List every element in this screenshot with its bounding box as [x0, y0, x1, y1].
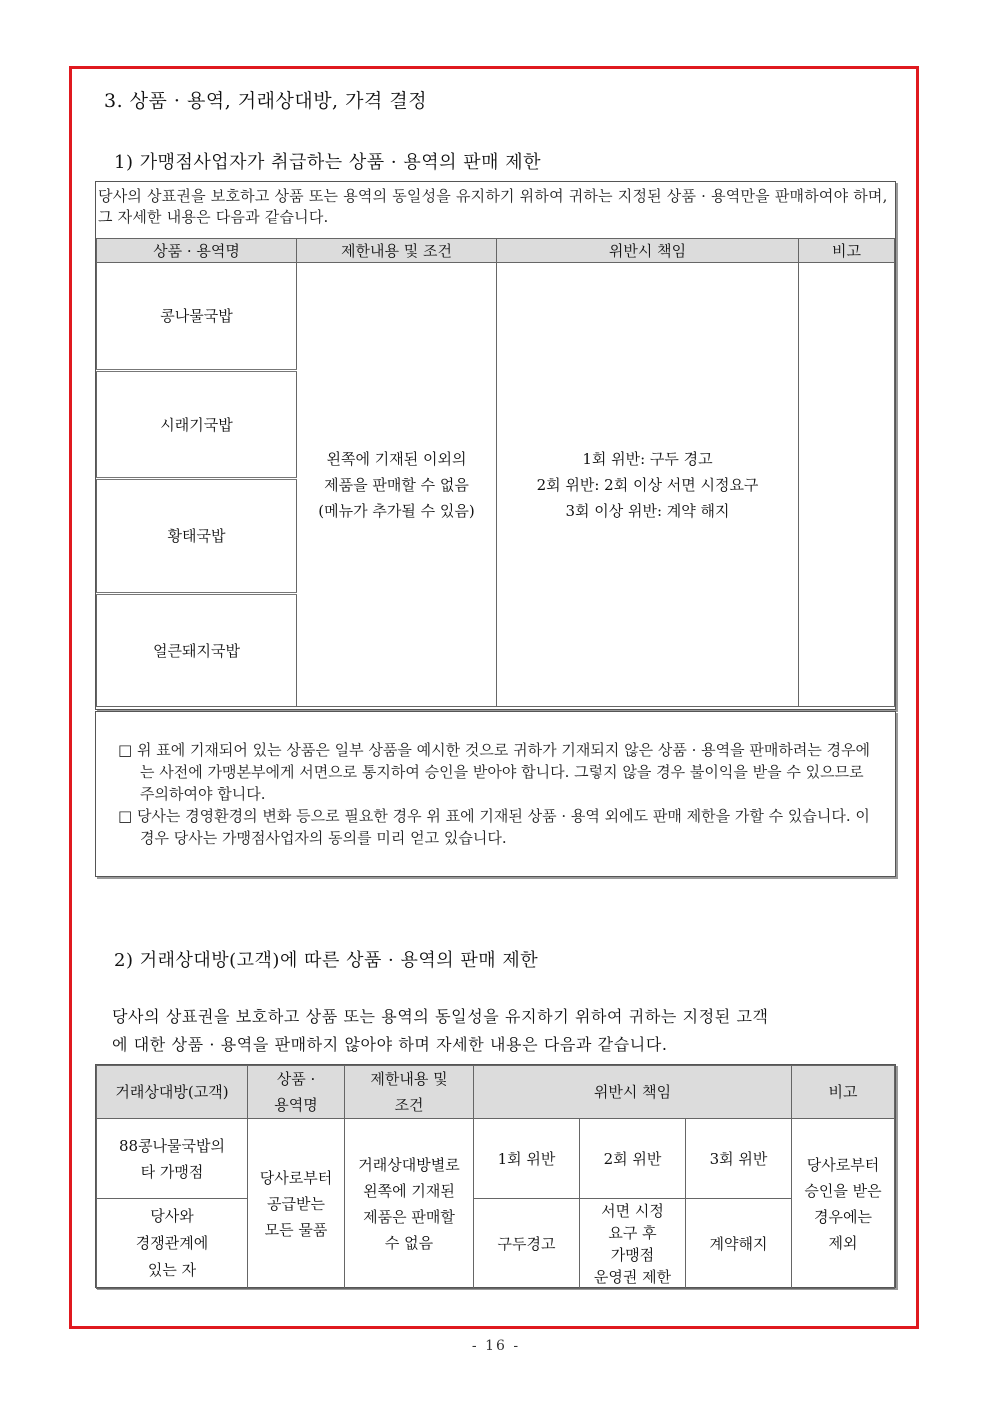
restriction-line: 수 없음: [384, 1233, 434, 1252]
subsection-2-intro: [112, 1003, 872, 1059]
subsection-2-title: 2) 거래상대방(고객)에 따른 상품 · 용역의 판매 제한: [114, 950, 539, 971]
product-cell: 콩나물국밥: [97, 263, 297, 371]
subsection-1-title: 1) 가맹점사업자가 취급하는 상품 · 용역의 판매 제한: [114, 152, 542, 173]
remark-line: 당사로부터: [806, 1155, 880, 1174]
liability-line: 2회 위반: 2회 이상 서면 시정요구: [536, 475, 759, 494]
header-liability: 위반시 책임: [474, 1066, 792, 1119]
header-product-name: 상품 · 용역명: [97, 239, 297, 263]
header-product: [248, 1066, 345, 1119]
restriction-line: (메뉴가 추가될 수 있음): [318, 501, 475, 520]
header-restriction-line: 제한내용 및: [370, 1070, 448, 1088]
table-row: [97, 263, 895, 371]
restriction-line: 거래상대방별로: [358, 1155, 460, 1174]
header-restriction-line: 조건: [394, 1096, 424, 1114]
counterparty-line: 있는 자: [147, 1261, 197, 1279]
header-remark: 비고: [792, 1066, 895, 1119]
note-item: □ 당사는 경영환경의 변화 등으로 필요한 경우 위 표에 기재된 상품 · 용역 외에도 판매 제한을 가할 수 있습니다. 이 경우 당사는 가맹점사업자의 동의를 미리 얻고 있습니다.: [118, 807, 870, 847]
restriction-cell: [345, 1119, 474, 1289]
header-remark: 비고: [799, 239, 895, 263]
product-cell: [248, 1119, 345, 1289]
penalty-second-line: 서면 시정: [601, 1201, 664, 1220]
product-cell: 얼큰돼지국밥: [97, 594, 297, 707]
intro-line: 에 대한 상품 · 용역을 판매하지 않아야 하며 자세한 내용은 다음과 같습니다.: [112, 1035, 668, 1054]
product-line: 공급받는: [267, 1194, 325, 1213]
header-product-line: 용역명: [274, 1096, 318, 1114]
restriction-line: 제품은 판매할: [363, 1207, 455, 1226]
remark-line: 경우에는: [814, 1207, 873, 1226]
counterparty-line: 88콩나물국밥의: [118, 1136, 226, 1155]
note-item: □ 위 표에 기재되어 있는 상품은 일부 상품을 예시한 것으로 귀하가 기재되지 않은 상품 · 용역을 판매하려는 경우에는 사전에 가맹본부에게 서면으로 통지하여 승인을 받아야 합니다. 그렇지 않을 경우 불이익을 받을 수 있으므로 주의하여야 합니다.: [118, 741, 871, 803]
product-line: 모든 물품: [264, 1220, 328, 1239]
product-cell: 시래기국밥: [97, 371, 297, 479]
restriction-line: 제품을 판매할 수 없음: [324, 475, 469, 494]
header-counterparty: 거래상대방(고객): [97, 1066, 248, 1119]
penalty-second-line: 요구 후: [608, 1223, 657, 1242]
table-header-row: [97, 1066, 895, 1119]
penalty-second-cell: [580, 1199, 686, 1289]
remark-line: 제외: [828, 1233, 858, 1252]
section-title: 3. 상품 · 용역, 거래상대방, 가격 결정: [104, 90, 428, 112]
table-row: [97, 1199, 895, 1289]
header-product-line: 상품 ·: [276, 1070, 316, 1088]
remark-line: 승인을 받은: [804, 1181, 882, 1200]
notes: [118, 739, 878, 849]
table-header-row: [97, 239, 895, 263]
product-line: 당사로부터: [259, 1168, 333, 1187]
counterparty-line: 경쟁관계에: [135, 1234, 209, 1252]
product-cell: 황태국밥: [97, 479, 297, 594]
violation-header-1: 1회 위반: [474, 1119, 580, 1199]
penalty-second-line: 운영권 제한: [593, 1267, 672, 1286]
liability-cell: [497, 263, 799, 707]
page-number: - 16 -: [471, 1338, 521, 1354]
remark-cell: [792, 1119, 895, 1289]
table-row: [97, 1119, 895, 1199]
header-restriction: [345, 1066, 474, 1119]
intro-line: 당사의 상표권을 보호하고 상품 또는 용역의 동일성을 유지하기 위하여 귀하는 지정된 고객: [112, 1007, 769, 1026]
header-liability: 위반시 책임: [497, 239, 799, 263]
counterparty-cell: [97, 1199, 248, 1289]
counterparty-restriction-table: [96, 1065, 895, 1289]
restriction-cell: [297, 263, 497, 707]
remark-cell: [799, 263, 895, 707]
penalty-third-cell: 계약해지: [686, 1199, 792, 1289]
restriction-line: 왼쪽에 기재된 이외의: [326, 449, 467, 468]
counterparty-cell: [97, 1119, 248, 1199]
liability-line: 1회 위반: 구두 경고: [582, 449, 713, 468]
violation-header-3: 3회 위반: [686, 1119, 792, 1199]
penalty-first-cell: 구두경고: [474, 1199, 580, 1289]
counterparty-line: 당사와: [150, 1207, 194, 1225]
penalty-second-line: 가맹점: [610, 1245, 655, 1264]
counterparty-line: 타 가맹점: [140, 1162, 204, 1181]
header-restriction: 제한내용 및 조건: [297, 239, 497, 263]
violation-header-2: 2회 위반: [580, 1119, 686, 1199]
restriction-line: 왼쪽에 기재된: [363, 1181, 455, 1200]
subsection-1-intro: 당사의 상표권을 보호하고 상품 또는 용역의 동일성을 유지하기 위하여 귀하는 지정된 상품 · 용역만을 판매하여야 하며, 그 자세한 내용은 다음과 같습니다.: [98, 187, 888, 226]
liability-line: 3회 이상 위반: 계약 해지: [565, 501, 730, 520]
product-restriction-table: [96, 238, 895, 707]
